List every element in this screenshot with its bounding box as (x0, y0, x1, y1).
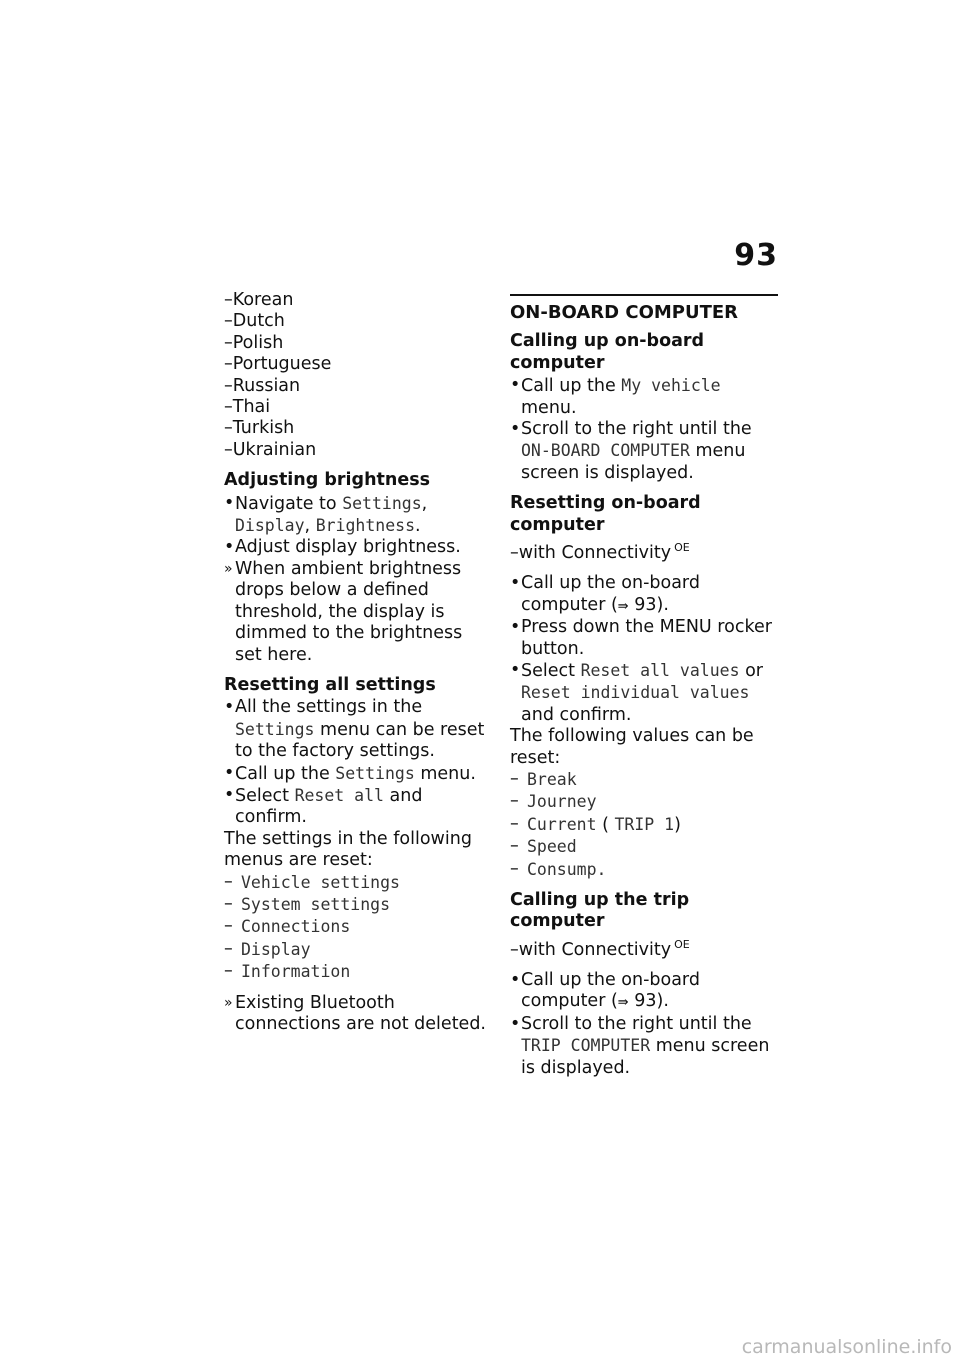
paragraph-menus-reset: The settings in the following menus are reset: (224, 828, 472, 871)
bullet-scroll-trip: • Scroll to the right until the TRIP COMPUTER menu screen is displayed. (510, 1014, 778, 1079)
bullet-call-settings: • Call up the Settings menu. (224, 763, 490, 785)
page-ref-arrow-icon: ⇛ (617, 995, 629, 1011)
value-item: – Speed (510, 836, 778, 858)
value-item: – Consump. (510, 859, 778, 881)
left-column (224, 290, 490, 1035)
bullet-all-settings: • All the settings in the Settings menu can be reset to the factory settings. (224, 697, 490, 762)
paragraph-values-reset: The following values can be reset: (510, 726, 754, 768)
heading-calling-up: Calling up on-board computer (510, 331, 705, 373)
heading-adjusting-brightness: Adjusting brightness (224, 470, 431, 491)
heading-resetting-obc: Resetting on-board computer (510, 493, 701, 535)
bullet-call-obc: • Call up the on-board computer (⇛ 93). (510, 573, 778, 617)
condition-connectivity: –with Connectivity $^{OE}$ (510, 937, 690, 960)
condition-connectivity: –with Connectivity $^{OE}$ (510, 541, 690, 563)
page-ref-arrow-icon: ⇛ (617, 598, 629, 614)
language-item: –Korean (224, 290, 294, 310)
language-item: –Portuguese (224, 354, 332, 375)
language-item: –Polish (224, 332, 284, 353)
menu-item: – Vehicle settings (224, 872, 490, 894)
heading-trip-computer: Calling up the trip computer (510, 889, 690, 932)
bullet-scroll-obc: • Scroll to the right until the ON-BOARD COMPUTER menu screen is displayed. (510, 419, 778, 484)
menu-item: – System settings (224, 894, 490, 916)
bullet-select-reset-all: • Select Reset all and confirm. (224, 785, 490, 829)
right-column (510, 290, 778, 1079)
result-bluetooth: » Existing Bluetooth connections are not deleted. (224, 993, 490, 1036)
bullet-adjust: • Adjust display brightness. (224, 537, 490, 558)
language-item: –Turkish (224, 418, 295, 439)
menu-item: – Connections (224, 916, 490, 938)
value-item: – Current ( TRIP 1) (510, 814, 778, 836)
page-number: 93 (734, 238, 778, 273)
section-title: ON-BOARD COMPUTER (510, 294, 778, 323)
bullet-navigate: • Navigate to Settings, Display, Brightness. (224, 493, 490, 538)
bullet-call-obc-trip: • Call up the on-board computer (⇛ 93). (510, 970, 778, 1014)
language-item: –Thai (224, 397, 271, 418)
watermark: carmanualsonline.info (741, 1336, 952, 1358)
language-item: –Russian (224, 375, 301, 396)
value-item: – Journey (510, 791, 778, 813)
language-item: –Ukrainian (224, 439, 317, 460)
heading-resetting-all-settings: Resetting all settings (224, 674, 436, 695)
language-item: –Dutch (224, 311, 285, 332)
menu-item: – Information (224, 961, 490, 983)
bullet-press-menu: • Press down the MENU rocker button. (510, 617, 778, 660)
bullet-select-reset-values: • Select Reset all values or Reset individual values and confirm. (510, 660, 778, 726)
bullet-my-vehicle: • Call up the My vehicle menu. (510, 375, 778, 419)
result-ambient: » When ambient brightness drops below a defined threshold, the display is dimmed to the brightness set here. (224, 559, 490, 666)
value-item: – Break (510, 769, 778, 791)
menu-item: – Display (224, 939, 490, 961)
